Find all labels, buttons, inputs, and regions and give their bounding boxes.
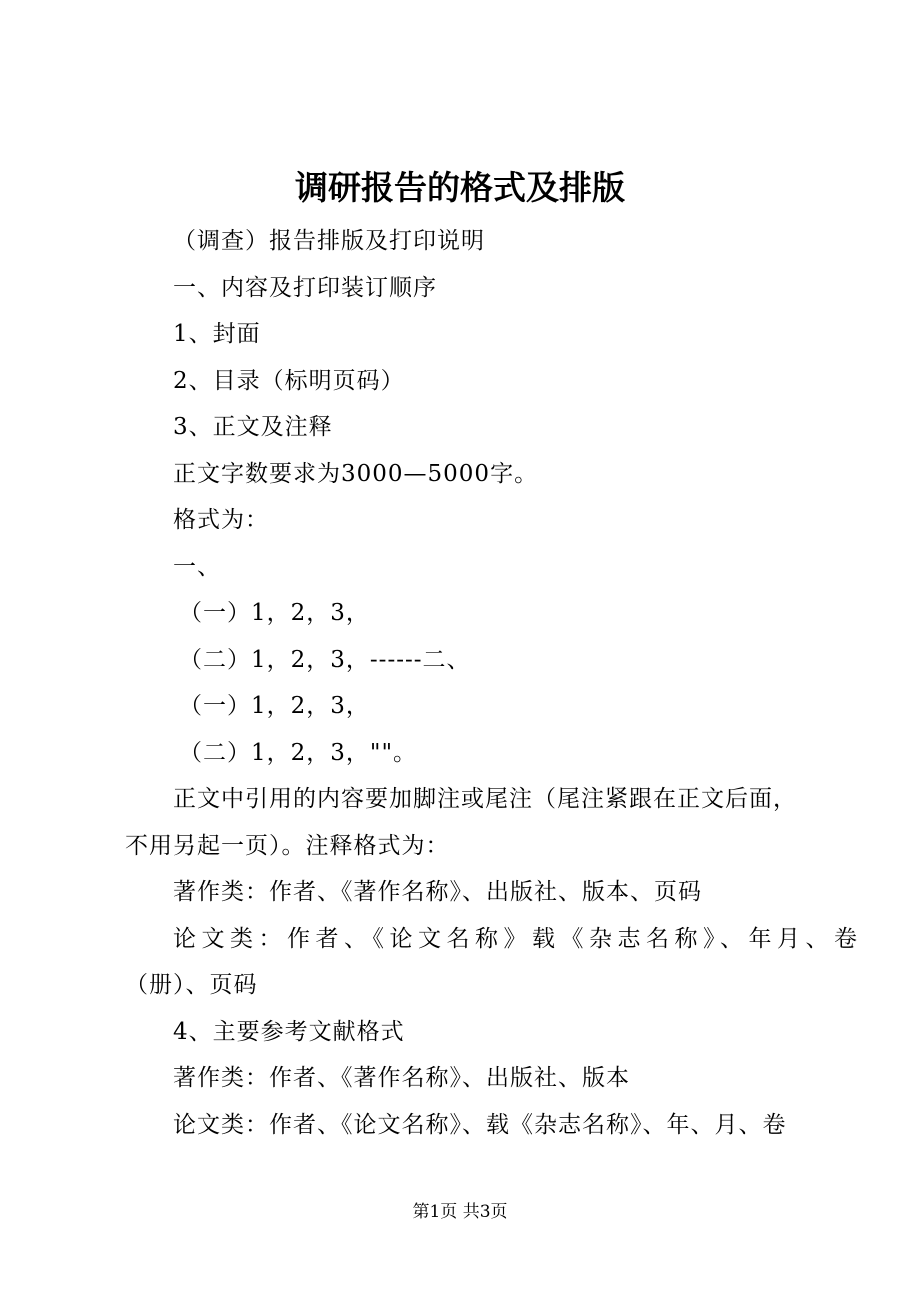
document-title: 调研报告的格式及排版: [295, 168, 625, 207]
paragraph-line: （册）、页码: [125, 972, 258, 998]
document-body: [125, 218, 863, 1148]
paragraph-line: 不用另起一页）。注释格式为：: [125, 832, 450, 859]
page-footer: 第1页 共3页: [412, 1202, 508, 1222]
paragraph-line: （一）1，2，3，: [179, 600, 370, 626]
paragraph-line: 2、目录（标明页码）: [173, 367, 405, 394]
paragraph-line: 一、: [173, 553, 221, 580]
paragraph-line: 一、内容及打印装订顺序: [173, 274, 437, 301]
paragraph-line: 正文字数要求为3000—5000字。: [173, 460, 539, 487]
paragraph-line: （二）1，2，3，""。: [179, 739, 418, 766]
paragraph-line: 3、正文及注释: [173, 414, 333, 440]
paragraph-line: 论文类：作者、《论文名称》、载《杂志名称》、年、月、卷: [173, 1111, 787, 1138]
paragraph-line: （一）1，2，3，: [179, 693, 370, 719]
paragraph-line: （调查）报告排版及打印说明: [173, 228, 485, 254]
paragraph-line: 论文类：作者、《论文名称》载《杂志名称》、年月、卷: [173, 925, 863, 952]
paragraph-line: 著作类：作者、《著作名称》、出版社、版本: [173, 1065, 630, 1091]
paragraph-line: 正文中引用的内容要加脚注或尾注（尾注紧跟在正文后面，: [173, 786, 797, 812]
paragraph-line: 格式为：: [173, 507, 269, 533]
paragraph-line: 著作类：作者、《著作名称》、出版社、版本、页码: [173, 879, 702, 905]
paragraph-line: 4、主要参考文献格式: [173, 1018, 405, 1045]
paragraph-line: 1、封面: [173, 321, 261, 347]
paragraph-line: （二）1，2，3，------二、: [179, 646, 471, 673]
